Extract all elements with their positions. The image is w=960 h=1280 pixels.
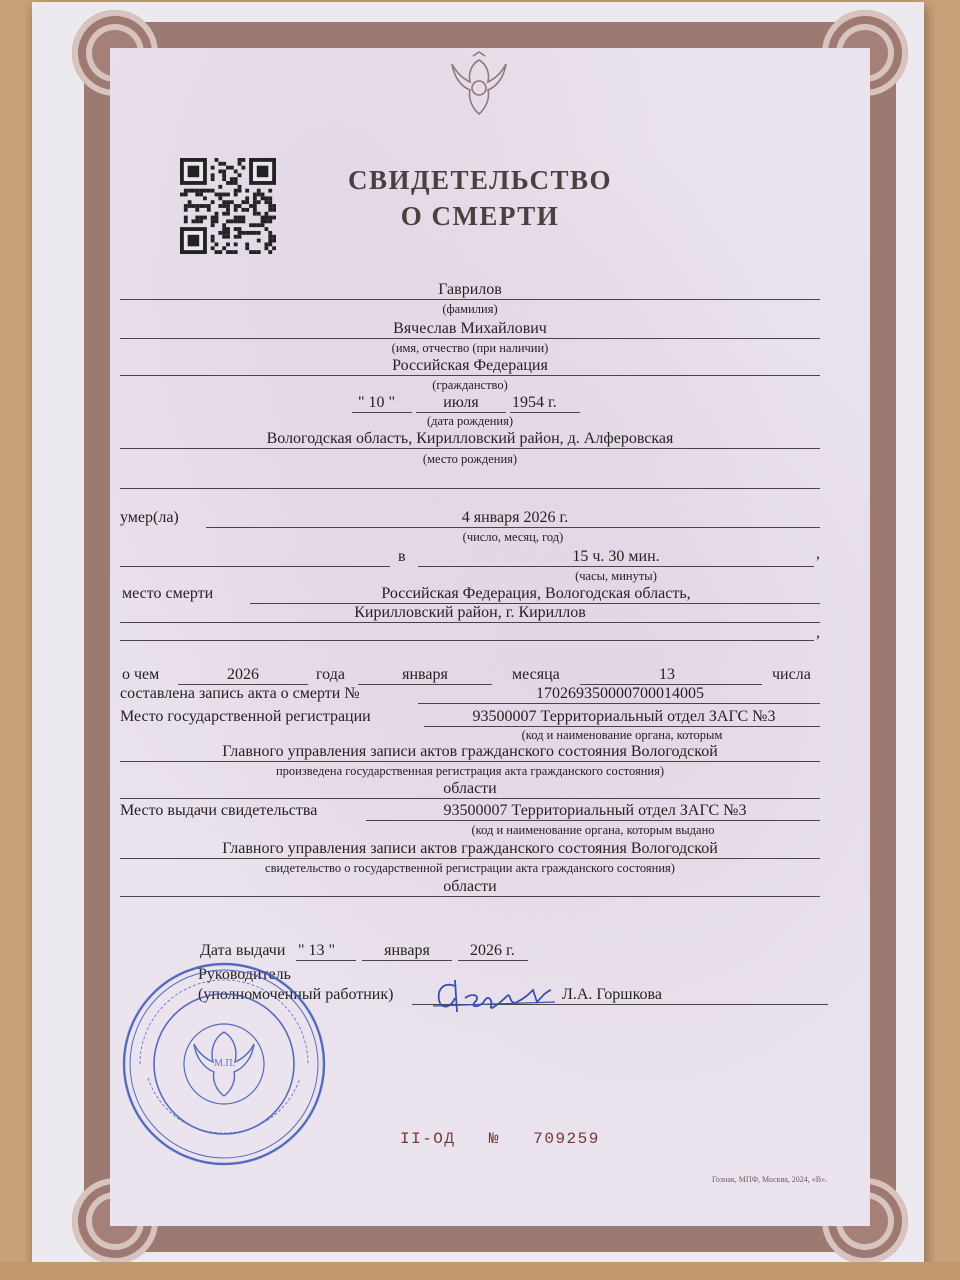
citizenship-caption: (гражданство) — [432, 378, 508, 392]
birth-place-value: Вологодская область, Кирилловский район, д. Алферовская — [266, 430, 674, 447]
table-surface — [0, 1262, 960, 1280]
day-label: числа — [772, 666, 811, 683]
seal-mp-label: М.П. — [214, 1058, 236, 1069]
qr-code — [180, 158, 276, 254]
printer-imprint: Гознак, МПФ, Москва, 2024, «В». — [712, 1175, 828, 1184]
birth-day: " 10 " — [358, 394, 396, 411]
issue-day: " 13 " — [298, 942, 336, 959]
at-label: в — [398, 548, 406, 565]
issue-caption-2: свидетельство о государственной регистрации акта гражданского состояния) — [265, 861, 675, 875]
death-place-line-2: Кирилловский район, г. Кириллов — [354, 604, 586, 621]
official-seal-stamp-icon — [118, 958, 330, 1170]
reg-place-line-3: области — [443, 780, 497, 797]
issue-date-label: Дата выдачи — [200, 942, 286, 959]
issue-place-line-2: Главного управления записи актов гражданского состояния Вологодской — [222, 840, 718, 857]
record-label: составлена запись акта о смерти № — [120, 685, 360, 702]
death-date-caption: (число, месяц, год) — [462, 530, 564, 544]
birth-month: июля — [443, 394, 479, 411]
double-headed-eagle-emblem-icon — [448, 50, 510, 120]
serial-series: II-ОД — [400, 1130, 456, 1148]
issue-caption-1: (код и наименование органа, которым выдано — [471, 823, 715, 837]
given-names-value: Вячеслав Михайлович — [393, 320, 547, 337]
record-day: 13 — [659, 666, 675, 683]
death-place-label: место смерти — [122, 585, 214, 602]
reg-caption-2: произведена государственная регистрация акта гражданского состояния) — [275, 764, 665, 778]
death-date-value: 4 января 2026 г. — [461, 509, 569, 526]
about-label: о чем — [122, 666, 160, 683]
signature-icon — [425, 972, 560, 1022]
head-label: Руководитель — [198, 966, 291, 983]
record-month: января — [402, 666, 448, 683]
title-line-2: О СМЕРТИ — [400, 201, 560, 231]
birth-year: 1954 г. — [512, 394, 557, 411]
surname-value: Гаврилов — [438, 281, 502, 298]
reg-place-line-1: 93500007 Территориальный отдел ЗАГС №3 — [472, 708, 776, 725]
issue-year: 2026 г. — [470, 942, 515, 959]
issue-place-label: Место выдачи свидетельства — [120, 802, 318, 819]
serial-number-value: 709259 — [533, 1130, 600, 1148]
comma: , — [816, 624, 820, 641]
death-time-caption: (часы, минуты) — [575, 569, 657, 583]
issue-place-line-1: 93500007 Территориальный отдел ЗАГС №3 — [443, 802, 747, 819]
year-label: года — [316, 666, 345, 683]
document-title — [310, 162, 650, 234]
reg-place-label: Место государственной регистрации — [120, 708, 371, 725]
comma: , — [816, 545, 820, 562]
signer-name: Л.А. Горшкова — [562, 986, 662, 1003]
birth-date-caption: (дата рождения) — [426, 414, 514, 428]
birth-place-caption: (место рождения) — [422, 452, 518, 466]
record-year: 2026 — [227, 666, 259, 683]
reg-caption-1: (код и наименование органа, которым — [521, 728, 723, 742]
record-number: 170269350000700014005 — [536, 685, 704, 702]
title-line-1: СВИДЕТЕЛЬСТВО — [347, 165, 613, 195]
given-names-caption: (имя, отчество (при наличии) — [391, 341, 549, 355]
month-label: месяца — [512, 666, 560, 683]
issue-month: января — [384, 942, 430, 959]
death-time-value: 15 ч. 30 мин. — [572, 548, 660, 565]
reg-place-line-2: Главного управления записи актов гражданского состояния Вологодской — [222, 743, 718, 760]
citizenship-value: Российская Федерация — [392, 357, 548, 374]
surname-caption: (фамилия) — [442, 302, 498, 316]
serial-no-sign: № — [488, 1130, 500, 1148]
serial-number — [400, 1130, 600, 1148]
died-label: умер(ла) — [120, 509, 179, 526]
authorized-label: (уполномоченный работник) — [198, 986, 394, 1003]
issue-place-line-3: области — [443, 878, 497, 895]
death-place-line-1: Российская Федерация, Вологодская область, — [381, 585, 691, 602]
